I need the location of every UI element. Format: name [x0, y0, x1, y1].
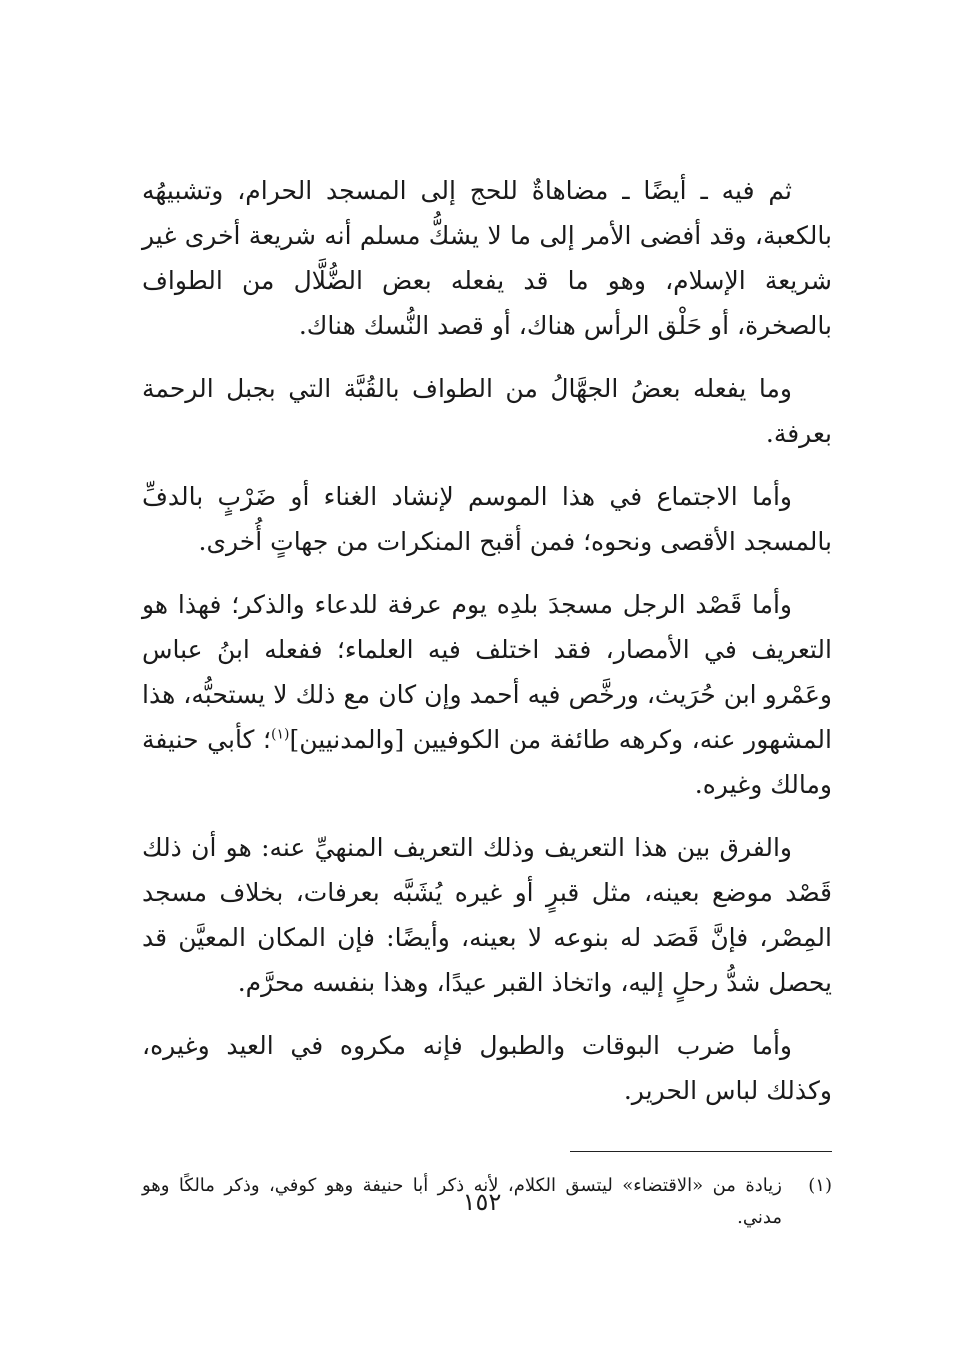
paragraph-4-text: وأما قَصْد الرجل مسجدَ بلدِه يوم عرفة للدعاء والذكر؛ فهذا هو التعريف في الأمصار، فقد اختلف فيه العلماء؛ ففعله ابنُ عباس وعَمْرو ابن حُرَيث، ورخَّص فيه أحمد وإن كان مع ذلك لا يستحبُّه، هذا المشهور عنه، وكرهه طائفة من الكوفيين [والمدنيين] [142, 590, 832, 754]
footnote-1-marker: (١) [808, 1175, 832, 1196]
paragraph-4-tail: ؛ كأبي حنيفة ومالك وغيره. [142, 725, 832, 799]
footnote-1-text: زيادة من «الاقتضاء» ليتسق الكلام، لأنه ذكر أبا حنيفة وهو كوفي، وذكر مالكًا وهو مدني. [142, 1175, 782, 1228]
paragraph-3: وأما الاجتماع في هذا الموسم لإنشاد الغناء أو ضَرْبٍ بالدفِّ بالمسجد الأقصى ونحوه؛ فمن أقبح المنكرات من جهاتٍ أُخرى. [142, 482, 832, 556]
paragraph-4 [142, 582, 832, 807]
page-body [142, 168, 832, 1234]
paragraph-2: وما يفعله بعضُ الجهَّالُ من الطواف بالقُبَّة التي بجبل الرحمة بعرفة. [142, 374, 832, 448]
footnote-reference-1[interactable]: (١) [270, 726, 290, 743]
footnote-divider [570, 1151, 832, 1152]
page-number: ١٥٢ [462, 1188, 502, 1216]
paragraph-6: وأما ضرب البوقات والطبول فإنه مكروه في العيد وغيره، وكذلك لباس الحرير. [142, 1031, 832, 1105]
paragraph-5: والفرق بين هذا التعريف وذلك التعريف المنهيِّ عنه: هو أن ذلك قَصْد موضع بعينه، مثل قبرٍ أو غيره يُشَبَّه بعرفات، بخلاف مسجد المِصْر، فإنَّ قَصَد له بنوعه لا بعينه، وأيضًا: فإن المكان المعيَّن قد يحصل شدُّ رحلٍ إليه، واتخاذ القبر عيدًا، وهذا بنفسه محرَّم. [142, 833, 832, 997]
paragraph-1: ثم فيه ـ أيضًا ـ مضاهاةٌ للحج إلى المسجد الحرام، وتشبيهُه بالكعبة، وقد أفضى الأمر إلى ما لا يشكُّ مسلم أنه شريعة أخرى غير شريعة الإسلام، وهو ما قد يفعله بعض الضُّلَّال من الطواف بالصخرة، أو حَلْق الرأس هناك، أو قصد النُّسك هناك. [142, 176, 832, 340]
